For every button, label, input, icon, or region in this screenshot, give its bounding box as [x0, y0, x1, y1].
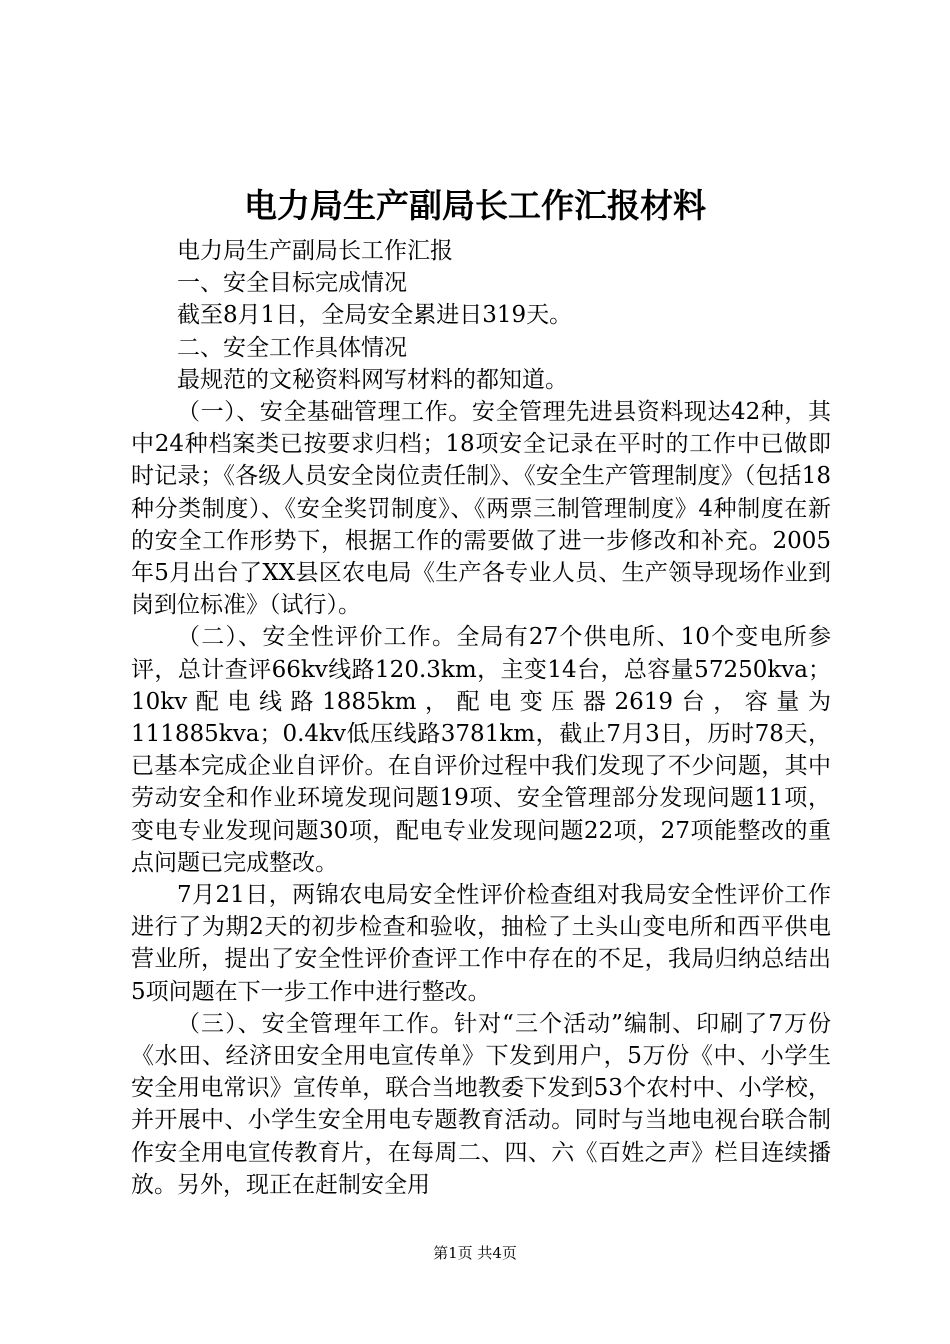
- paragraph-section-one-heading: 一、安全目标完成情况: [177, 270, 407, 297]
- paragraph-section-two-heading: 二、安全工作具体情况: [177, 334, 407, 361]
- paragraph-inspection: 7月21日，两锦农电局安全性评价检查组对我局安全性评价工作进行了为期2天的初步检查和验收，抽检了土头山变电所和西平供电营业所，提出了安全性评价查评工作中存在的不足，我局归纳总结出5项问题在下一步工作中进行整改。: [131, 882, 831, 1005]
- document-body: [131, 235, 831, 1201]
- paragraph-safety-basic-management: （一）、安全基础管理工作。安全管理先进县资料现达42种，其中24种档案类已按要求归档；18项安全记录在平时的工作中已做即时记录；《各级人员安全岗位责任制》、《安全生产管理制度》（包括18种分类制度）、《安全奖罚制度》、《两票三制管理制度》4种制度在新的安全工作形势下，根据工作的需要做了进一步修改和补充。2005年5月出台了XX县区农电局《生产各专业人员、生产领导现场作业到岗到位标准》（试行）。: [131, 399, 831, 619]
- document-title: 电力局生产副局长工作汇报材料: [244, 186, 706, 225]
- paragraph-safety-days: 截至8月1日，全局安全累进日319天。: [177, 302, 573, 329]
- paragraph-report-heading: 电力局生产副局长工作汇报: [177, 238, 453, 264]
- paragraph-note: 最规范的文秘资料网写材料的都知道。: [177, 366, 568, 393]
- page-footer: 第1页 共4页: [433, 1244, 517, 1262]
- paragraph-safety-evaluation: （二）、安全性评价工作。全局有27个供电所、10个变电所参评，总计查评66kv线路120.3km，主变14台，总容量57250kva；10kv配电线路1885km，配电变压器2619台，容量为111885kva；0.4kv低压线路3781km，截止7月3日，历时78天，已基本完成企业自评价。在自评价过程中我们发现了不少问题，其中劳动安全和作业环境发现问题19项、安全管理部分发现问题11项，变电专业发现问题30项，配电专业发现问题22项，27项能整改的重点问题已完成整改。: [131, 624, 831, 876]
- paragraph-safety-management-year: （三）、安全管理年工作。针对“三个活动”编制、印刷了7万份《水田、经济田安全用电宣传单》下发到用户，5万份《中、小学生安全用电常识》宣传单，联合当地教委下发到53个农村中、小学校，并开展中、小学生安全用电专题教育活动。同时与当地电视台联合制作安全用电宣传教育片，在每周二、四、六《百姓之声》栏目连续播放。另外，现正在赶制安全用: [131, 1010, 831, 1198]
